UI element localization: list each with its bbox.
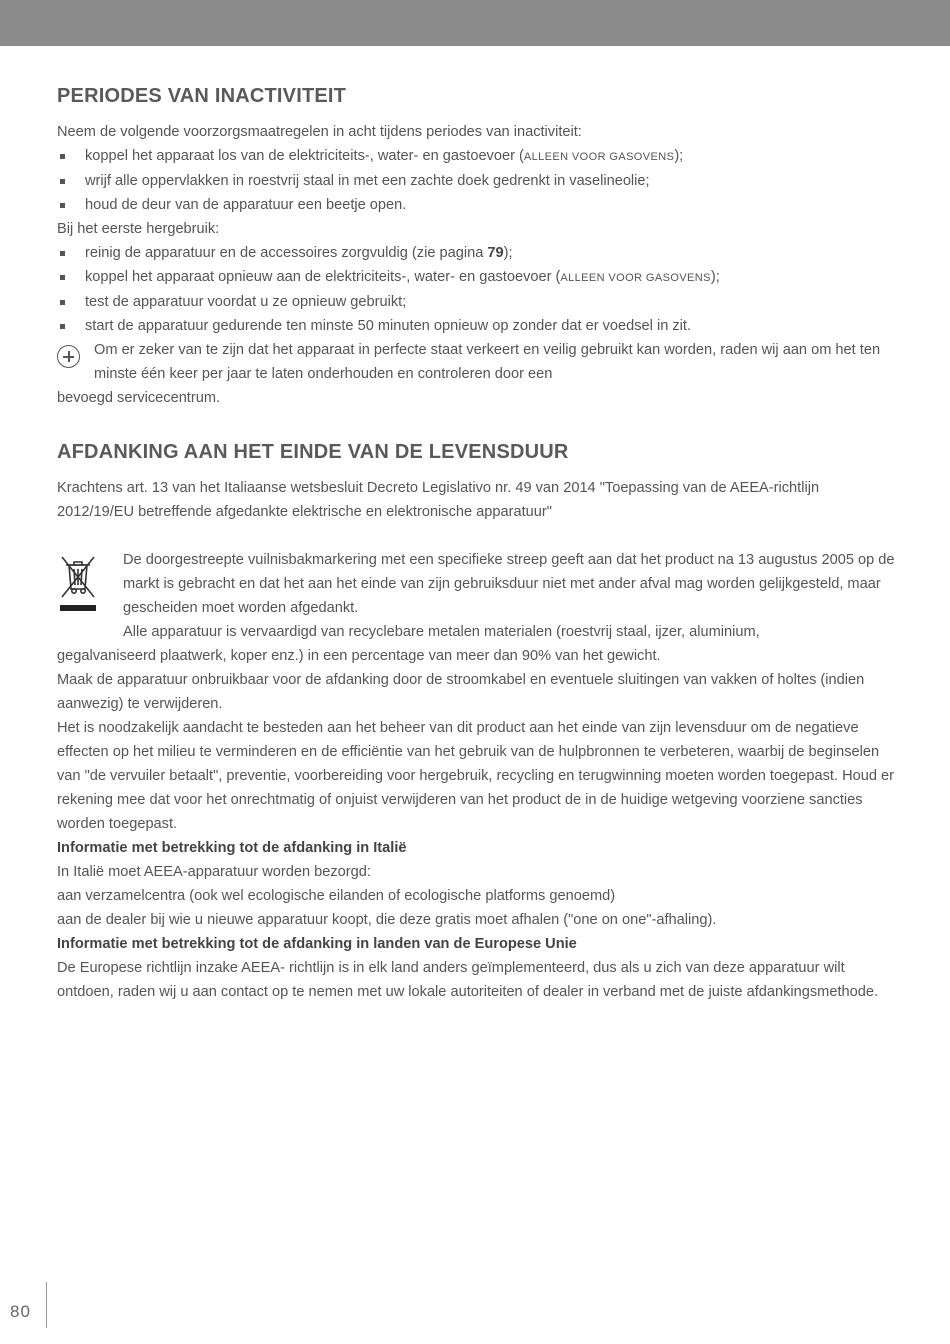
list-item: reinig de apparatuur en de accessoires zorgvuldig (zie pagina 79); [57,241,897,265]
list-item: koppel het apparaat opnieuw aan de elektriciteits-, water- en gastoevoer (ALLEEN VOOR GASOVENS); [57,265,897,290]
materials-text: Alle apparatuur is vervaardigd van recyclebare metalen materialen (roestvrij staal, ijzer, aluminium, [123,624,760,640]
unusable-text: Maak de apparatuur onbruikbaar voor de afdanking door de stroomkabel en eventuele sluitingen van vakken of holtes (indien aanwezig) te verwijderen. [57,672,865,712]
list-item: test de apparatuur voordat u ze opnieuw gebruikt; [57,290,897,314]
page-content [57,84,897,1004]
list-item: wrijf alle oppervlakken in roestvrij staal in met een zachte doek gedrenkt in vaselineolie; [57,169,897,193]
list-item: start de apparatuur gedurende ten minste 50 minuten opnieuw op zonder dat er voedsel in zit. [57,314,897,338]
reuse-list [57,241,897,338]
note-text-tail: bevoegd servicecentrum. [57,390,221,406]
eu-heading: Informatie met betrekking tot de afdanking in landen van de Europese Unie [57,936,577,952]
section-title-disposal: AFDANKING AAN HET EINDE VAN DE LEVENSDUUR [57,441,569,463]
note-text: Om er zeker van te zijn dat het apparaat in perfecte staat verkeert en veilig gebruikt kan worden, raden wij aan om het ten minste één keer per jaar te laten onderhouden en controleren door een [94,342,881,382]
footer-divider [46,1282,47,1328]
materials-text-end: gegalvaniseerd plaatwerk, koper enz.) in een percentage van meer dan 90% van het gewicht. [57,648,661,664]
weee-text: De doorgestreepte vuilnisbakmarkering met een specifieke streep geeft aan dat het product na 13 augustus 2005 op de markt is gebracht en dat het aan het einde van zijn gebruiksduur niet met ander afval mag worden gelijkgesteld, maar gescheiden moet worden afgedankt. [123,552,895,616]
reuse-label: Bij het eerste hergebruik: [57,221,220,237]
italy-line: aan de dealer bij wie u nieuwe apparatuur koopt, die deze gratis moet afhalen ("one on one"-afhaling). [57,912,717,928]
header-bar [0,0,950,46]
italy-line: In Italië moet AEEA-apparatuur worden bezorgd: [57,864,371,880]
maintenance-note [57,338,897,410]
disposal-intro: Krachtens art. 13 van het Italiaanse wetsbesluit Decreto Legislativo nr. 49 van 2014 "Toepassing van de AEEA-richtlijn 2012/19/EU betreffende afgedankte elektrische en elektronische apparatuur" [57,480,820,520]
crossed-out-bin-icon [57,552,99,616]
page-reference: 79 [487,245,504,261]
list-item: koppel het apparaat los van de elektriciteits-, water- en gastoevoer (ALLEEN VOOR GASOVENS); [57,144,897,169]
eu-text: De Europese richtlijn inzake AEEA- richtlijn is in elk land anders geïmplementeerd, dus als u zich van deze apparatuur wilt ontdoen, raden wij u aan contact op te nemen met uw lokale autoriteiten of dealer in verband met de juiste afdankingsmethode. [57,960,879,1000]
weee-notice [57,548,897,644]
plus-circle-icon [57,345,80,368]
management-text: Het is noodzakelijk aandacht te besteden aan het beheer van dit product aan het einde van zijn levensduur om de negatieve effecten op het milieu te verminderen en de efficiëntie van het gebruik van de hulpbronnen te verbeteren, waarbij de beginselen van "de vervuiler betaalt", preventie, voorbereiding voor hergebruik, recycling en terugwinning moeten worden toegepast. Houd er rekening mee dat voor het onrechtmatig of onjuist verwijderen van het product de in de huidige wetgeving voorziene sancties worden toegepast. [57,720,895,832]
inactivity-list [57,144,897,217]
italy-heading: Informatie met betrekking tot de afdanking in Italië [57,840,407,856]
list-item: houd de deur van de apparatuur een beetje open. [57,193,897,217]
section-title-inactivity: PERIODES VAN INACTIVITEIT [57,85,347,107]
inactivity-intro: Neem de volgende voorzorgsmaatregelen in acht tijdens periodes van inactiviteit: [57,124,582,140]
italy-line: aan verzamelcentra (ook wel ecologische eilanden of ecologische platforms genoemd) [57,888,616,904]
page-number: 80 [10,1302,31,1321]
